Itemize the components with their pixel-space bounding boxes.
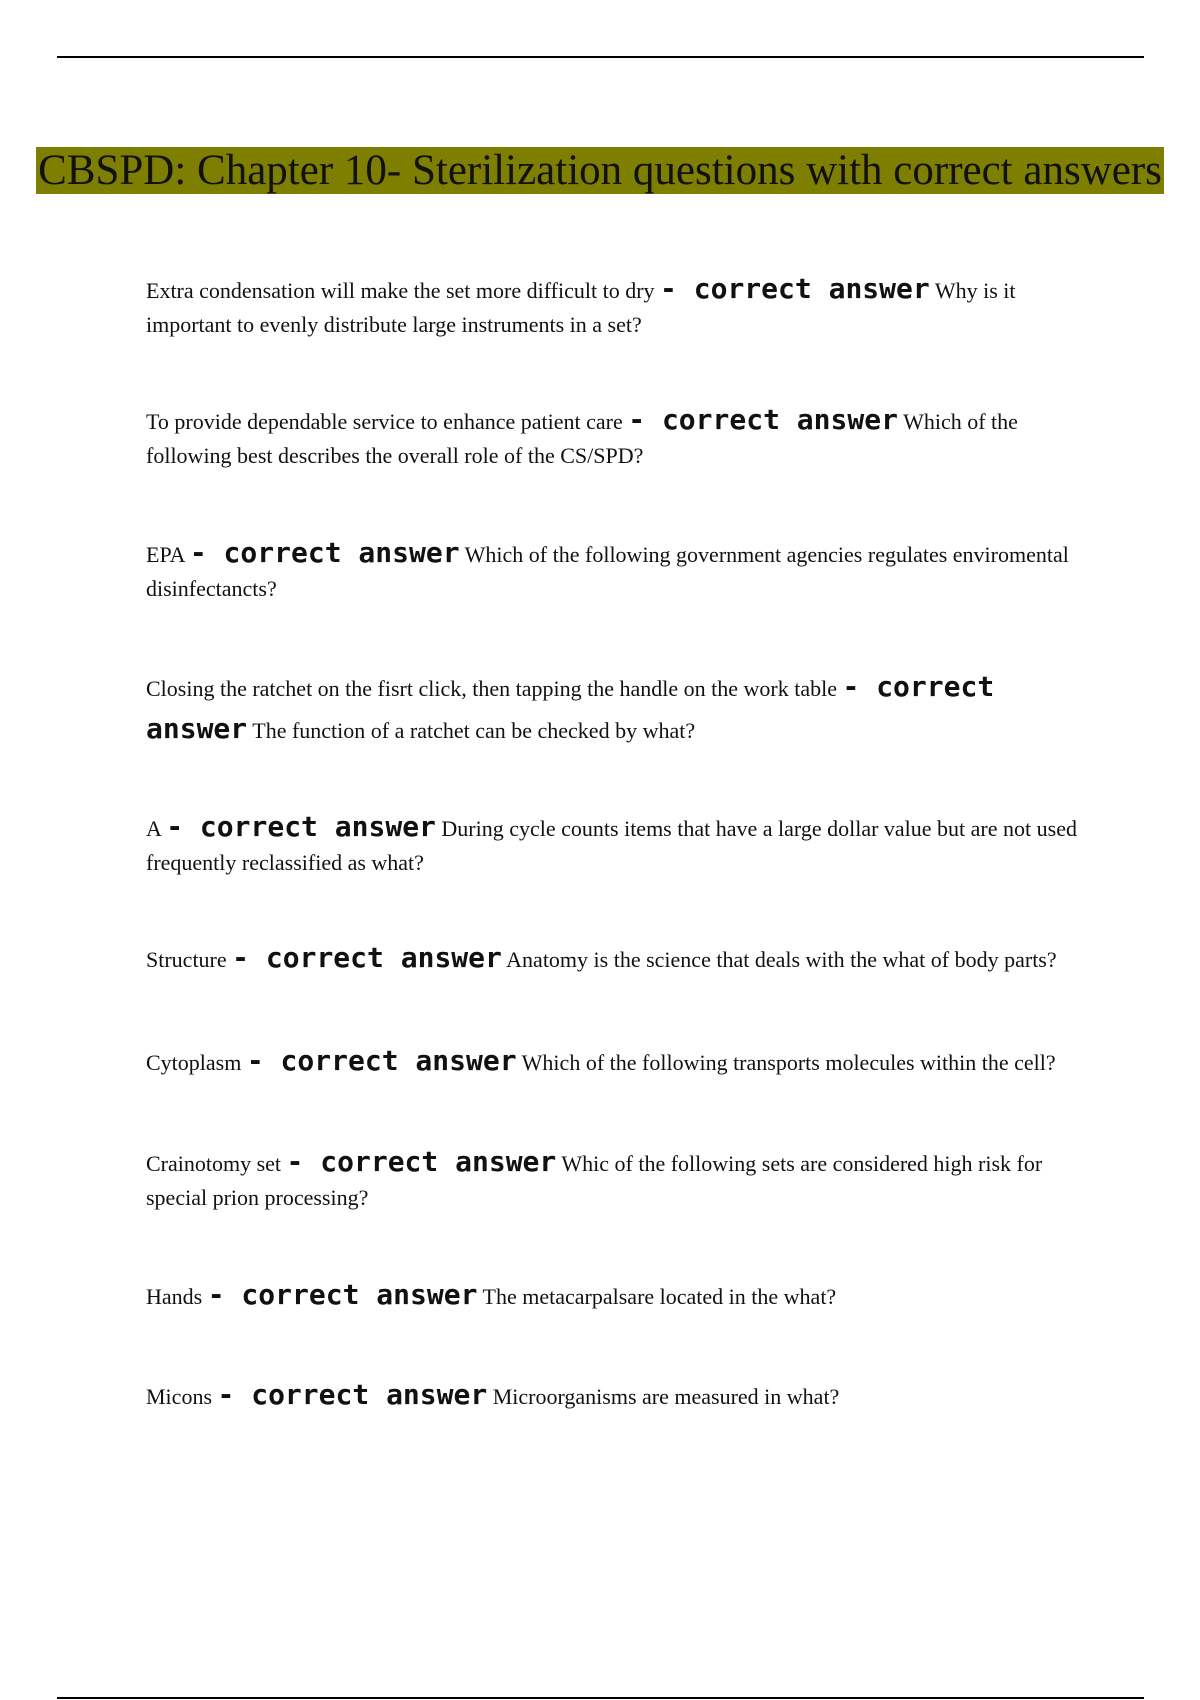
question-text: The function of a ratchet can be checked by what?: [252, 718, 696, 743]
correct-answer-separator: - correct answer: [660, 272, 930, 305]
page-title: [0, 143, 1200, 198]
question-text: The metacarpalsare located in the what?: [482, 1284, 837, 1309]
correct-answer-separator: - correct answer: [166, 810, 436, 843]
top-rule: [57, 56, 1144, 58]
correct-answer-separator: - correct answer: [286, 1145, 557, 1178]
question-text: Microorganisms are measured in what?: [492, 1384, 840, 1409]
answer-text: Cytoplasm: [146, 1050, 242, 1075]
question-text: Anatomy is the science that deals with the what of body parts?: [506, 947, 1057, 972]
qa-item: [146, 1278, 1086, 1378]
answer-text: EPA: [146, 542, 185, 567]
correct-answer-separator: - correct answer: [217, 1378, 488, 1411]
title-highlight: CBSPD: Chapter 10- Sterilization questions with correct answers: [38, 147, 1162, 194]
qa-item: [146, 403, 1086, 536]
qa-item: [146, 536, 1086, 667]
answer-text: To provide dependable service to enhance patient care: [146, 409, 623, 434]
correct-answer-separator: - correct answer: [246, 1044, 517, 1077]
answer-text: Closing the ratchet on the fisrt click, then tapping the handle on the work table: [146, 676, 837, 701]
question-text: Whic of the following sets are considered high risk for special prion processing?: [146, 1151, 1043, 1210]
question-text: Which of the following best describes the overall role of the CS/SPD?: [146, 409, 1018, 468]
qa-item: [146, 1044, 1086, 1145]
qa-item: [146, 941, 1086, 1044]
correct-answer-separator: - correct answer: [207, 1278, 478, 1311]
qa-item: [146, 272, 1086, 403]
qa-item: [146, 1145, 1086, 1278]
question-text: During cycle counts items that have a large dollar value but are not used frequently reclassified as what?: [146, 816, 1077, 875]
answer-text: Crainotomy set: [146, 1151, 282, 1176]
answer-text: Extra condensation will make the set more difficult to dry: [146, 278, 655, 303]
qa-item: [146, 1378, 1086, 1418]
qa-item: [146, 667, 1086, 810]
question-text: Which of the following government agencies regulates enviromental disinfectancts?: [146, 542, 1069, 601]
answer-text: Structure: [146, 947, 227, 972]
answer-text: Micons: [146, 1384, 212, 1409]
question-text: Why is it important to evenly distribute large instruments in a set?: [146, 278, 1016, 337]
answer-text: Hands: [146, 1284, 203, 1309]
correct-answer-separator: - correct answer: [628, 403, 898, 436]
answer-text: A: [146, 816, 161, 841]
correct-answer-separator: - correct answer: [232, 941, 502, 974]
qa-list: [146, 272, 1086, 1418]
bottom-rule: [57, 1697, 1144, 1699]
question-text: Which of the following transports molecules within the cell?: [521, 1050, 1056, 1075]
correct-answer-separator: - correct answer: [189, 536, 460, 569]
qa-item: [146, 810, 1086, 941]
correct-answer-separator: - correct answer: [146, 670, 995, 745]
